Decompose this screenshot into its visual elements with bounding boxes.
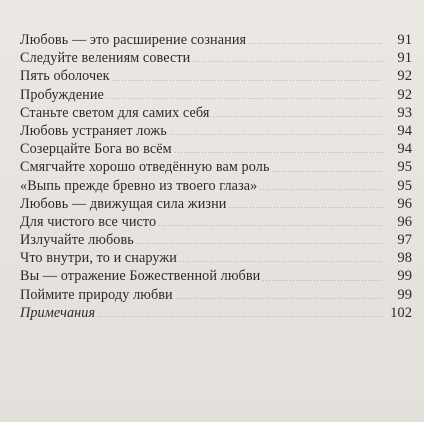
- dot-leader: [262, 280, 383, 281]
- toc-entry-page: 93: [397, 104, 412, 121]
- toc-entry: [20, 213, 412, 231]
- dot-leader: [136, 243, 383, 244]
- toc-entry-title: Любовь — это расширение сознания: [20, 32, 247, 48]
- dot-leader: [192, 61, 383, 62]
- toc-entry-page: 97: [397, 232, 412, 249]
- toc-entry-page: 95: [397, 159, 412, 176]
- dot-leader: [248, 43, 383, 44]
- toc-entry: [20, 304, 412, 322]
- dot-leader: [259, 189, 383, 190]
- dot-leader: [174, 152, 383, 153]
- toc-entry-title: Смягчайте хорошо отведённую вам роль: [20, 159, 270, 176]
- dot-leader: [106, 98, 383, 99]
- toc-entry-title: Для чистого все чисто: [20, 213, 157, 230]
- toc-entry-title: Вы — отражение Божественной любви: [20, 268, 261, 285]
- toc-entry: [20, 158, 412, 176]
- toc-entry-title: Созерцайте Бога во всём: [20, 141, 172, 158]
- toc-entry-title: Пять оболочек: [20, 68, 110, 85]
- toc-entry-page: 91: [397, 32, 412, 48]
- dot-leader: [169, 134, 383, 135]
- toc-entry-page: 92: [397, 68, 412, 85]
- dot-leader: [228, 207, 383, 208]
- toc-entry-title: Следуйте велениям совести: [20, 50, 191, 67]
- toc-entry-page: 95: [397, 177, 412, 194]
- toc-entry: [20, 286, 412, 304]
- toc-entry-page: 94: [397, 141, 412, 158]
- toc-entry-title: «Выпь прежде бревно из твоего глаза»: [20, 177, 258, 194]
- toc-entry-page: 98: [397, 250, 412, 267]
- toc-entry-page: 99: [397, 286, 412, 303]
- toc-entry: [20, 249, 412, 267]
- dot-leader: [112, 80, 383, 81]
- toc-entry-page: 91: [397, 50, 412, 67]
- dot-leader: [97, 316, 383, 317]
- toc-entry-page: 99: [397, 268, 412, 285]
- table-of-contents: [20, 31, 412, 322]
- toc-entry-title: Примечания: [20, 304, 96, 321]
- dot-leader: [212, 116, 384, 117]
- toc-entry: [20, 267, 412, 285]
- toc-entry-title: Излучайте любовь: [20, 232, 134, 249]
- toc-entry-title: Поймите природу любви: [20, 286, 173, 303]
- toc-entry-title: Станьте светом для самих себя: [20, 104, 210, 121]
- toc-entry-page: 102: [390, 304, 412, 321]
- toc-entry: [20, 104, 412, 122]
- toc-entry-title: Любовь — движущая сила жизни: [20, 195, 227, 212]
- toc-entry: [20, 49, 412, 67]
- toc-entry: [20, 195, 412, 213]
- toc-entry-title: Что внутри, то и снаружи: [20, 250, 178, 267]
- toc-entry: [20, 122, 412, 140]
- toc-entry-page: 94: [397, 122, 412, 139]
- dot-leader: [175, 298, 383, 299]
- toc-entry: [20, 177, 412, 195]
- dot-leader: [158, 225, 383, 226]
- toc-entry: [20, 67, 412, 85]
- toc-entry-title: Любовь устраняет ложь: [20, 122, 167, 139]
- toc-entry: [20, 86, 412, 104]
- toc-entry: [20, 140, 412, 158]
- toc-entry: [20, 31, 412, 49]
- toc-entry-page: 92: [397, 86, 412, 103]
- toc-entry-page: 96: [397, 213, 412, 230]
- toc-entry-title: Пробуждение: [20, 86, 104, 103]
- dot-leader: [272, 171, 383, 172]
- toc-entry-page: 96: [397, 195, 412, 212]
- toc-entry: [20, 231, 412, 249]
- dot-leader: [179, 261, 383, 262]
